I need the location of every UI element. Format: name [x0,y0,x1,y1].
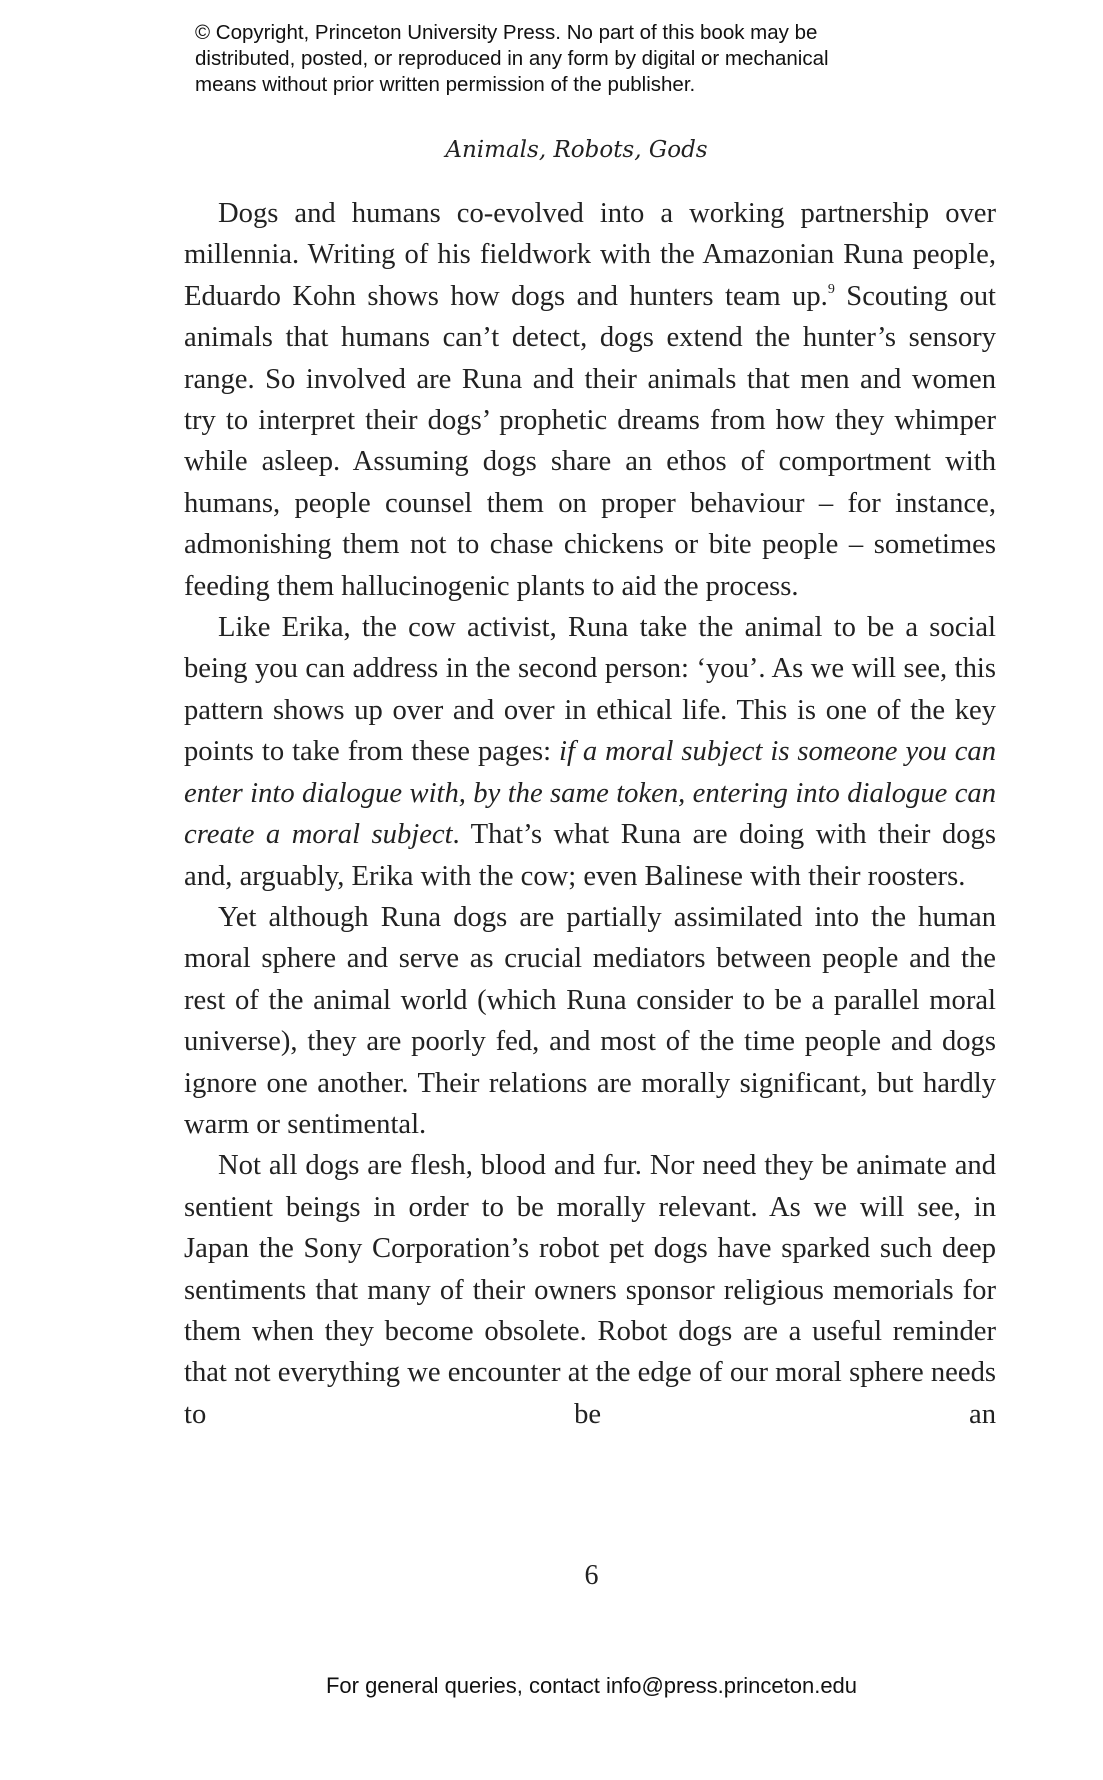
copyright-notice [195,20,995,98]
emphasis-text: if a moral subject is someone you can enter into dialogue with, by the same token, entering into dialogue can create a moral subject [184,736,996,851]
paragraph-4: Not all dogs are flesh, blood and fur. Nor need they be animate and sentient beings in order to be morally relevant. As we will see, in Japan the Sony Corporation’s robot pet dogs have sparked such deep sentiments that many of their owners sponsor religious memorials for them when they become obsolete. Robot dogs are a useful reminder that not everything we encounter at the edge of our moral sphere needs to be an [184,1150,996,1430]
paragraph-1-text-b: Scouting out animals that humans can’t detect, dogs extend the hunter’s sensory range. So involved are Runa and their animals that men and women try to interpret their dogs’ prophetic dreams from how they whimper while asleep. Assuming dogs share an ethos of comportment with humans, people counsel them on proper behaviour – for instance, admonishing them not to chase chickens or bite people – sometimes feeding them hallucinogenic plants to aid the process. [184,280,996,602]
footnote-marker[interactable]: 9 [827,281,835,297]
paragraph-3: Yet although Runa dogs are partially assimilated into the human moral sphere and serve as crucial mediators between people and the rest of the animal world (which Runa consider to be a parallel moral universe), they are poorly fed, and most of the time people and dogs ignore one another. Their relations are morally significant, but hardly warm or sentimental. [184,901,996,1140]
paragraph-2-text-a: Like Erika, the cow activist, Runa take the animal to be a social being you can address in the second person: ‘you’. As we will see, this pattern shows up over and over in ethical life. This is one of the key points to take from these pages: [184,612,996,768]
paragraph-1-text-a: Dogs and humans co-evolved into a working partnership over millennia. Writing of his fieldwork with the Amazonian Runa people, Eduardo Kohn shows how dogs and hunters team up. [184,198,996,312]
footer-contact: For general queries, contact info@press.princeton.edu [325,1673,858,1698]
paragraph-2-text-b: . That’s what Runa are doing with their dogs and, arguably, Erika with the cow; even Balinese with their roosters. [184,819,996,892]
running-head: Animals, Robots, Gods [445,137,708,163]
paragraph-1 [184,193,996,607]
copyright-line-1: © Copyright, Princeton University Press. No part of this book may be [195,21,818,44]
copyright-line-2: distributed, posted, or reproduced in any form by digital or mechanical [195,47,829,70]
body-text [184,193,996,1435]
paragraph-2 [184,607,996,897]
copyright-line-3: means without prior written permission of the publisher. [195,73,696,96]
page-number: 6 [584,1560,599,1591]
